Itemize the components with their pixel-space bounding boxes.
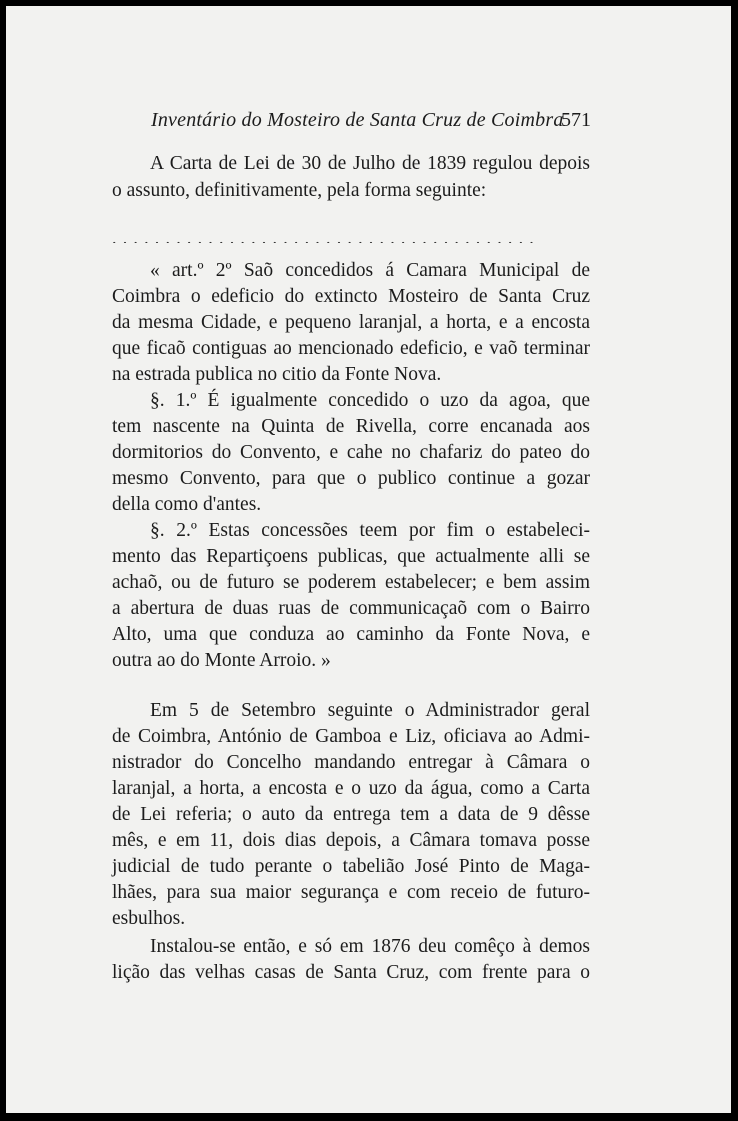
text-line: « art.º 2º Saõ concedidos á Camara Municipal de (150, 260, 590, 281)
text-line: laranjal, a horta, a encosta e o uzo da água, como a Carta (112, 778, 590, 799)
text-line: de Coimbra, António de Gamboa e Liz, oficiava ao Admi- (112, 726, 590, 747)
text-line: da mesma Cidade, e pequeno laranjal, a horta, e a encosta (112, 312, 590, 333)
running-header (151, 106, 591, 136)
text-line: que ficaõ contiguas ao mencionado edeficio, e vaõ terminar (112, 338, 590, 359)
text-line: lição das velhas casas de Santa Cruz, com frente para o (112, 962, 590, 983)
text-line: judicial de tudo perante o tabelião José Pinto de Maga- (112, 856, 590, 877)
text-line: §. 2.º Estas concessões teem por fim o estabeleci- (150, 520, 590, 541)
text-line: della como d'antes. (112, 494, 262, 515)
text-line: a abertura de duas ruas de communicaçaõ com o Bairro (112, 598, 590, 619)
running-title: Inventário do Mosteiro de Santa Cruz de Coimbra (151, 109, 564, 131)
text-line: Em 5 de Setembro seguinte o Administrador geral (150, 700, 590, 721)
text-line: mento das Repartiçoens publicas, que actualmente alli se (112, 546, 590, 567)
text-line: dormitorios do Convento, e cahe no chafariz do pateo do (112, 442, 590, 463)
text-line: na estrada publica no citio da Fonte Nova. (112, 364, 442, 385)
text-line: esbulhos. (112, 908, 186, 929)
text-line: A Carta de Lei de 30 de Julho de 1839 regulou depois (150, 153, 590, 174)
ellipsis-divider: ........................................ (112, 233, 540, 243)
text-line: de Lei referia; o auto da entrega tem a data de 9 dêsse (112, 804, 590, 825)
text-line: Coimbra o edeficio do extincto Mosteiro de Santa Cruz (112, 286, 590, 307)
text-line: achaõ, ou de futuro se poderem estabelecer; e bem assim (112, 572, 590, 593)
text-line: nistrador do Concelho mandando entregar à Câmara o (112, 752, 590, 773)
page-number: 571 (561, 109, 591, 131)
text-line: Instalou-se então, e só em 1876 deu comêço à demos (150, 936, 590, 957)
text-line: mês, e em 11, dois dias depois, a Câmara tomava posse (112, 830, 590, 851)
text-line: mesmo Convento, para que o publico continue a gozar (112, 468, 590, 489)
text-line: Alto, uma que conduza ao caminho da Fonte Nova, e (112, 624, 590, 645)
text-line: o assunto, definitivamente, pela forma seguinte: (112, 180, 487, 201)
text-line: §. 1.º É igualmente concedido o uzo da agoa, que (150, 390, 590, 411)
text-line: tem nascente na Quinta de Rivella, corre encanada aos (112, 416, 590, 437)
document-page (6, 6, 731, 1113)
text-line: outra ao do Monte Arroio. » (112, 650, 331, 671)
text-line: lhães, para sua maior segurança e com receio de futuro- (112, 882, 590, 903)
